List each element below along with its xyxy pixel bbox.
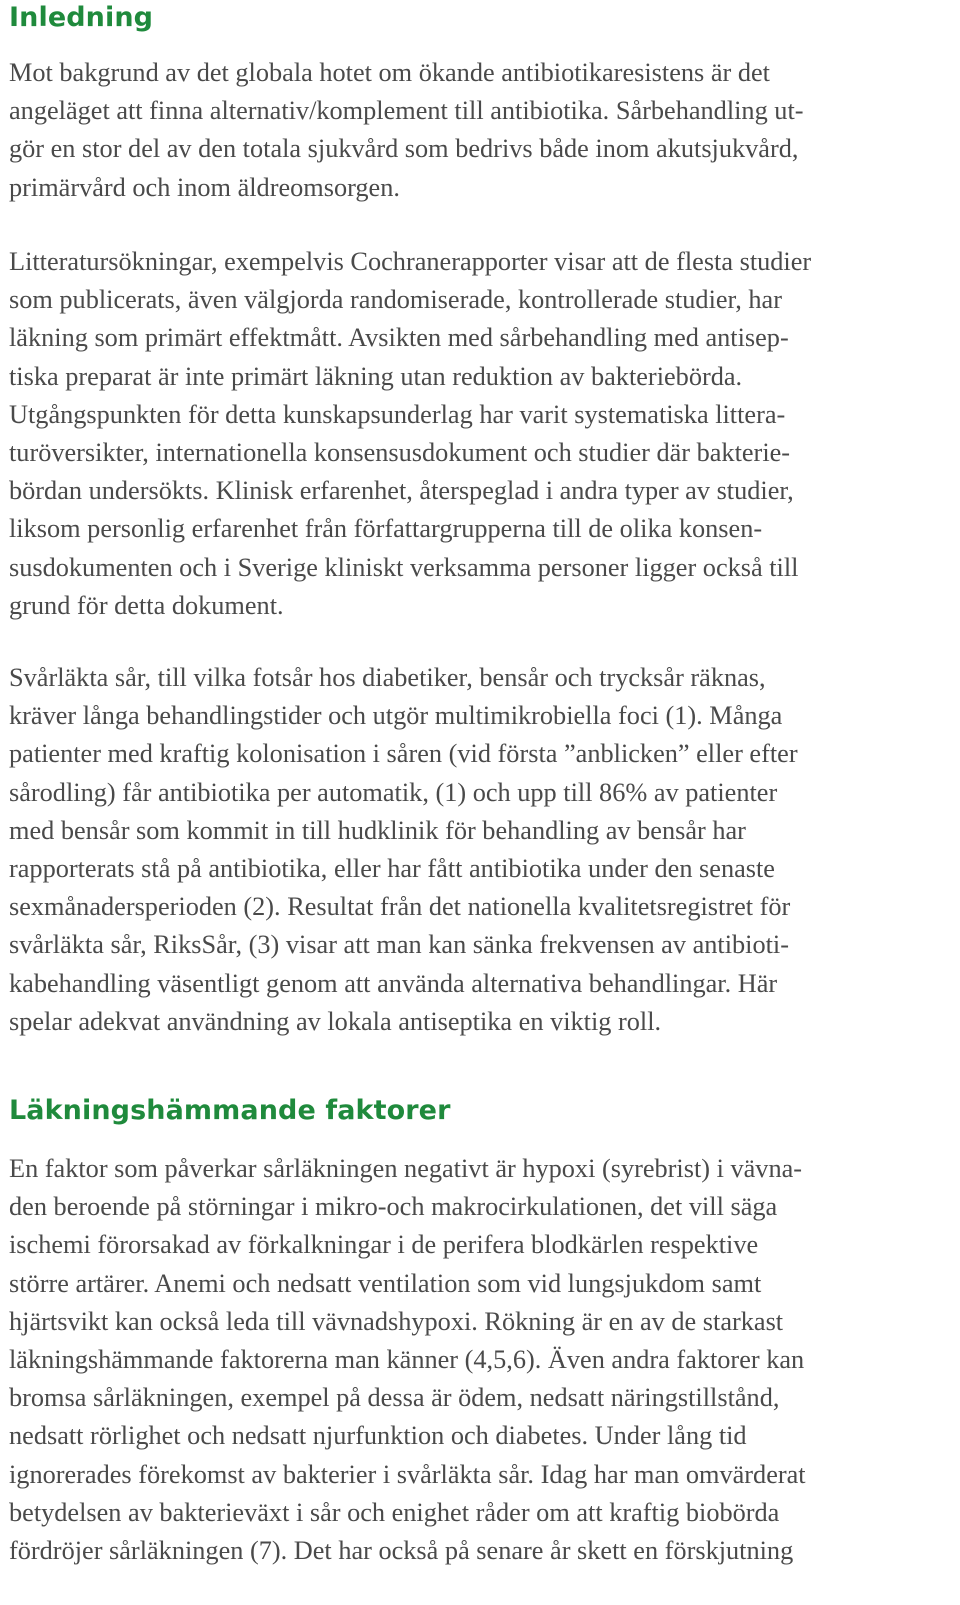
paragraph-4 (9, 1150, 954, 1570)
text-line: ignorerades förekomst av bakterier i svårläkta sår. Idag har man omvärderat (9, 1459, 806, 1489)
text-line: hjärtsvikt kan också leda till vävnadshypoxi. Rökning är en av de starkast (9, 1306, 784, 1336)
text-line: nedsatt rörlighet och nedsatt njurfunktion och diabetes. Under lång tid (9, 1421, 747, 1451)
paragraph-2 (9, 243, 954, 625)
text-line: tiska preparat är inte primärt läkning utan reduktion av bakteriebörda. (9, 361, 743, 391)
section-heading-inledning: Inledning (9, 2, 154, 33)
paragraph-3 (9, 659, 954, 1041)
text-line: patienter med kraftig kolonisation i såren (vid första ”anblicken” eller efter (9, 739, 798, 769)
text-line: den beroende på störningar i mikro-och makrocirkulationen, det vill säga (9, 1192, 778, 1222)
text-line: läkning som primärt effektmått. Avsikten med sårbehandling med antisep- (9, 323, 789, 353)
text-line: susdokumenten och i Sverige kliniskt verksamma personer ligger också till (9, 552, 799, 582)
section-heading-lakningshammande-faktorer: Läkningshämmande faktorer (9, 1095, 451, 1126)
text-line: fördröjer sårläkningen (7). Det har också på senare år skett en förskjutning (9, 1536, 794, 1566)
text-line: svårläkta sår, RiksSår, (3) visar att man kan sänka frekvensen av antibioti- (9, 930, 789, 960)
text-line: bördan undersökts. Klinisk erfarenhet, återspeglad i andra typer av studier, (9, 476, 794, 506)
paragraph-1 (9, 54, 954, 207)
text-line: angeläget att finna alternativ/komplement till antibiotika. Sårbehandling ut- (9, 96, 804, 126)
text-line: En faktor som påverkar sårläkningen negativt är hypoxi (syrebrist) i vävna- (9, 1154, 803, 1183)
text-line: spelar adekvat användning av lokala antiseptika en viktig roll. (9, 1006, 662, 1036)
text-line: sexmånadersperioden (2). Resultat från det nationella kvalitetsregistret för (9, 892, 791, 922)
text-line: turöversikter, internationella konsensusdokument och studier där bakterie- (9, 438, 791, 468)
text-line: Litteratursökningar, exempelvis Cochranerapporter visar att de flesta studier (9, 247, 812, 276)
text-line: primärvård och inom äldreomsorgen. (9, 172, 400, 202)
text-line: grund för detta dokument. (9, 590, 284, 620)
text-line: kabehandling väsentligt genom att använda alternativa behandlingar. Här (9, 968, 778, 998)
text-line: läkningshämmande faktorerna man känner (4,5,6). Även andra faktorer kan (9, 1345, 805, 1375)
text-line: kräver långa behandlingstider och utgör multimikrobiella foci (1). Många (9, 701, 783, 731)
text-line: liksom personlig erfarenhet från författargrupperna till de olika konsen- (9, 514, 763, 544)
text-line: Utgångspunkten för detta kunskapsunderlag har varit systematiska littera- (9, 399, 786, 429)
text-line: sårodling) får antibiotika per automatik, (1) och upp till 86% av patienter (9, 777, 778, 807)
text-line: större artärer. Anemi och nedsatt ventilation som vid lungsjukdom samt (9, 1268, 762, 1298)
text-line: gör en stor del av den totala sjukvård som bedrivs både inom akutsjukvård, (9, 134, 799, 164)
text-line: Svårläkta sår, till vilka fotsår hos diabetiker, bensår och trycksår räknas, (9, 663, 766, 692)
text-line: Mot bakgrund av det globala hotet om ökande antibiotikaresistens är det (9, 58, 770, 87)
text-line: som publicerats, även välgjorda randomiserade, kontrollerade studier, har (9, 285, 782, 315)
text-line: med bensår som kommit in till hudklinik för behandling av bensår har (9, 815, 746, 845)
text-line: bromsa sårläkningen, exempel på dessa är ödem, nedsatt näringstillstånd, (9, 1383, 780, 1413)
text-line: rapporterats stå på antibiotika, eller har fått antibiotika under den senaste (9, 854, 775, 884)
text-line: ischemi förorsakad av förkalkningar i de perifera blodkärlen respektive (9, 1230, 759, 1260)
text-line: betydelsen av bakterieväxt i sår och enighet råder om att kraftig biobörda (9, 1497, 780, 1527)
